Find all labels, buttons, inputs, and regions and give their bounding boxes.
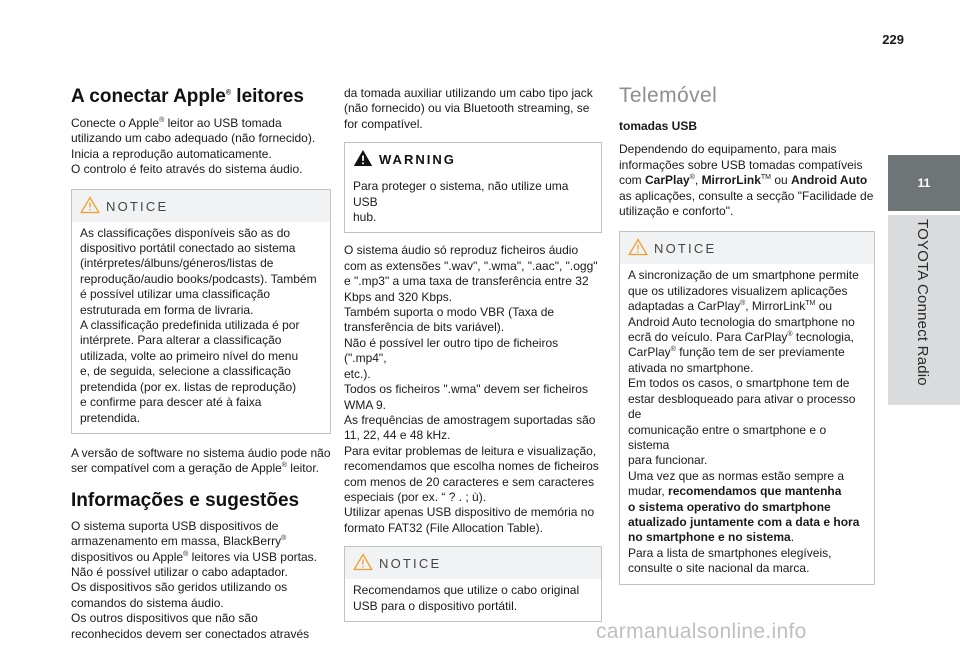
subheading-usb: tomadas USB bbox=[619, 119, 698, 133]
notice-triangle-icon bbox=[80, 196, 100, 214]
notice-label: NOTICE bbox=[106, 198, 169, 214]
warning-label: WARNING bbox=[379, 152, 456, 168]
paragraph-audio-formats: O sistema áudio só reproduz ficheiros áudio com as extensões ".wav", ".wma", ".aac", ".ogg" e ".mp3" a uma taxa de transferência entre 32 Kbps and 320 Kbps. Também suporta o modo VBR (Taxa de transferência de bits variável). Não é possível ler outro tipo de ficheiros (".mp4", etc.). Todos os ficheiros ".wma" devem ser ficheiros WMA 9. As frequências de amostragem suportadas são 11, 22, 44 e 48 kHz. Para evitar problemas de leitura e visualização, recomendamos que escolha nomes de ficheiros com menos de 20 caracteres e sem caracteres especiais (por ex. “ ? . ; ù). Utilizar apenas USB dispositivo de memória no formato FAT32 (File Allocation Table). bbox=[344, 243, 599, 535]
column-right bbox=[619, 84, 877, 585]
paragraph-info: O sistema suporta USB dispositivos de armazenamento em massa, BlackBerry® dispositivos ou Apple® leitores via USB portas. Não é possível utilizar o cabo adaptador. Os dispositivos são geridos utilizando os comandos do sistema áudio. Os outros dispositivos que não são reconhecidos devem ser conectados através bbox=[71, 518, 317, 641]
warning-body: Para proteger o sistema, não utilize uma USB hub. bbox=[353, 179, 569, 225]
notice-box-cable bbox=[344, 546, 602, 622]
chapter-title: TOYOTA Connect Radio bbox=[914, 219, 931, 386]
section-heading-telemovel: Telemóvel bbox=[619, 84, 718, 107]
paragraph-usb-compat: Dependendo do equipamento, para mais informações sobre USB tomadas compatíveis com CarPlay®, MirrorLink™ ou Android Auto as aplicações, consulte a secção "Facilidade de utilização e conforto". bbox=[619, 142, 874, 219]
paragraph-aux-continued: da tomada auxiliar utilizando um cabo tipo jack (não fornecido) ou via Bluetooth streaming, se for compatível. bbox=[344, 86, 593, 131]
notice-header bbox=[620, 232, 874, 264]
section-heading-info: Informações e sugestões bbox=[71, 489, 300, 511]
column-middle bbox=[344, 86, 602, 622]
paragraph-software-version: A versão de software no sistema áudio pode não ser compatível com a geração de Apple® leitor. bbox=[71, 445, 331, 476]
notice-body: As classificações disponíveis são as do dispositivo portátil conectado ao sistema (intérpretes/álbuns/géneros/listas de reprodução/audio books/podcasts). Também é possível utilizar uma classificação estruturada em forma de livraria. A classificação predefinida utilizada é por intérprete. Para alterar a classificação utilizada, volte ao primeiro nível do menu e, de seguida, selecione a classificação pretendida (por ex. listas de reprodução) e confirme para descer até à faixa pretendida. bbox=[80, 225, 317, 425]
notice-box-classification bbox=[71, 189, 331, 434]
notice-label: NOTICE bbox=[379, 556, 442, 572]
paragraph-apple-intro: Conecte o Apple® leitor ao USB tomada utilizando um cabo adequado (não fornecido). Inicia a reprodução automaticamente. O controlo é feito através do sistema áudio. bbox=[71, 116, 316, 177]
page-number: 229 bbox=[882, 32, 904, 47]
watermark-text: carmanualsonline.info bbox=[596, 620, 807, 643]
notice-label: NOTICE bbox=[654, 241, 717, 257]
notice-triangle-icon bbox=[353, 553, 373, 571]
notice-header bbox=[72, 190, 330, 222]
chapter-side-tab bbox=[888, 215, 960, 405]
chapter-number-tab: 11 bbox=[888, 155, 960, 211]
warning-triangle-icon bbox=[353, 149, 373, 167]
notice-header bbox=[345, 547, 601, 579]
warning-box-usb-hub bbox=[344, 142, 602, 233]
column-left bbox=[71, 85, 331, 642]
section-heading-apple: A conectar Apple® leitores bbox=[71, 86, 304, 107]
notice-triangle-icon bbox=[628, 238, 648, 256]
notice-box-smartphone bbox=[619, 231, 875, 584]
notice-body: A sincronização de um smartphone permite que os utilizadores visualizem aplicações adaptadas a CarPlay®, MirrorLink™ ou Android Auto tecnologia do smartphone no ecrã do veículo. Para CarPlay® tecnologia, CarPlay® função tem de ser previamente ativada no smartphone. Em todos os casos, o smartphone tem de estar desbloqueado para ativar o processo de comunicação entre o smartphone e o sistema para funcionar. Uma vez que as normas estão sempre a mudar, recomendamos que mantenha o sistema operativo do smartphone atualizado juntamente com a data e hora no smartphone e no sistema. Para a lista de smartphones elegíveis, consulte o site nacional da marca. bbox=[628, 268, 860, 576]
warning-header bbox=[345, 143, 601, 175]
notice-body: Recomendamos que utilize o cabo original USB para o dispositivo portátil. bbox=[353, 583, 580, 613]
